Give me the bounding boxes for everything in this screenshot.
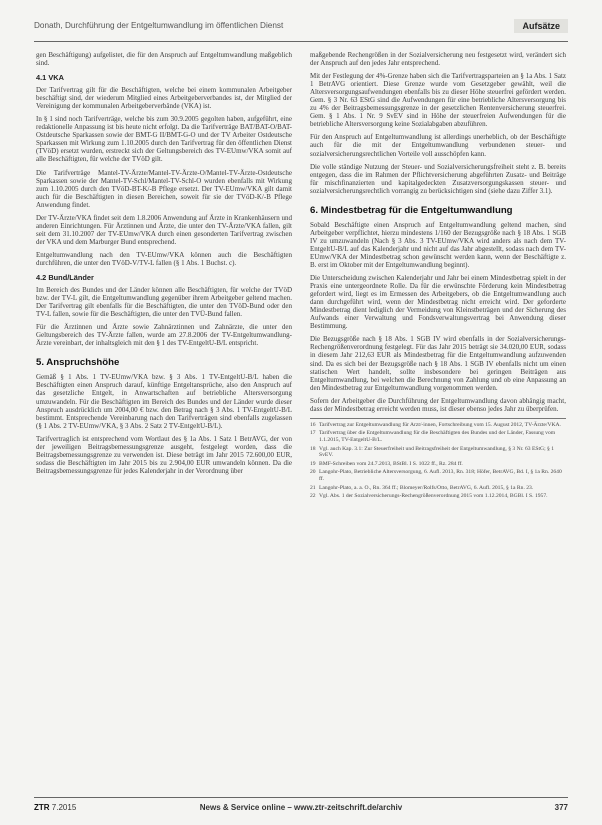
footnote <box>310 485 566 492</box>
footnote-text: BMF-Schreiben vom 24.7.2013, BStBl. I S. 1022 ff., Rz. 284 ff. <box>319 460 463 467</box>
footnote-number: 18 <box>310 445 316 452</box>
footnote-text: Tarifvertrag über die Entgeltumwandlung für die Beschäftigten des Bundes und der Länder, Fassung vom 1.1.2015, TV-EntgeltU-B/L. <box>319 430 556 443</box>
page-header <box>34 19 568 42</box>
paragraph: Die volle ständige Nutzung der Steuer- und Sozialversicherungsfreiheit steht z. B. bereits entgegen, dass die im Rahmen der Pflichtversicherung abgeführten Zusatz- und Beiträge für mischfinanzierten und kapitalgedeckten Zusatzversorgungskassen steuer- und sozialversicherungsrechtlich vorrangig zu berücksichtigen sind (siehe dazu Ziffer 3.1). <box>310 162 566 195</box>
paragraph: Der TV-Ärzte/VKA findet seit dem 1.8.2006 Anwendung auf Ärzte in Krankenhäusern und anderen Einrichtungen. Für Ärztinnen und Ärzte, die unter den TV-Ärzte/VKA fallen, gilt seit dem 31.10.2007 der TV-EUmw/VKA durch einen gesonderten Tarifvertrag zwischen der VKA und dem Marburger Bund entsprechend. <box>36 213 292 246</box>
footnote-number: 19 <box>310 460 316 467</box>
footnote-text: Langohr-Plato, a. a. O., Rn. 364 ff.; Blomeyer/Rolfs/Otto, BetrAVG, 6. Aufl. 2015, § 1a Rn. 23. <box>319 484 534 491</box>
running-title: Donath, Durchführung der Entgeltumwandlung im öffentlichen Dienst <box>34 21 284 30</box>
footnote-number: 16 <box>310 421 316 428</box>
paragraph: Die Bezugsgröße nach § 18 Abs. 1 SGB IV wird ebenfalls in der Sozialversicherungs-Rechengrößenverordnung festgelegt. Für das Jahr 2015 beträgt sie 34.020,00 EUR, sodass in diesem Jahr 212,63 EUR als Mindestbetrag für die Entgeltumwandlung aufzuwenden sind. Da es sich bei der Bezugsgröße nach § 18 Abs. 1 SGB IV ebenfalls nicht um einen statischen Wert handelt, sollte insbesondere bei geringen Beiträgen aus Entgeltumwandlung, bei welchen die Berechnung von Zahlung und ob eine Anpassung an den Mindestbetrag zur Entgeltumwandlung vorgenommen werden. <box>310 335 566 392</box>
footnote <box>310 446 566 459</box>
footnote-text: Vgl. auch Kap. 3.1: Zur Steuerfreiheit und Beitragsfreiheit der Entgeltumwandlung, § 3 Nr. 63 EStG; § 1 SvEV. <box>319 445 555 459</box>
paragraph: Für die Ärztinnen und Ärzte sowie Zahnärztinnen und Zahnärzte, die unter den Geltungsbereich des TV-Ärzte fallen, wurde am 27.8.2006 der TV-Entgeltumwandlung-Ärzte vereinbart, der inhaltsgleich mit den § 1 des TV-EntgeltU-B/L entspricht. <box>36 323 292 348</box>
issue-number: 7.2015 <box>51 803 77 812</box>
journal-name: ZTR <box>34 803 50 812</box>
paragraph: Gemäß § 1 Abs. 1 TV-EUmw/VKA bzw. § 3 Abs. 1 TV-EntgeltU-B/L haben die Beschäftigten einen Anspruch darauf, künftige Entgeltansprüche, also den Anspruch auf das gesetzliche Entgelt, in Anwartschaften auf betriebliche Altersversorgung umzuwandeln. Für die Beschäftigten im Bereich des Bundes und der Länder wurde dieser Anspruch ausdrücklich um 2004,00 € bzw. den Betrag nach § 3 Abs. 1 TV-EntgeltU-B/L bestimmt. Entsprechende Vereinbarung nach den Tarifverträgen sind ebenfalls zugelassen (§ 1 Abs. 2 TV-EUmw/VKA, § 3 Abs. 2 Satz 2 TV-EntgeltU-B/L). <box>36 373 292 430</box>
subsection-heading-bund-laender: 4.2 Bund/Länder <box>36 273 94 283</box>
section-heading-mindestbetrag: 6. Mindestbetrag für die Entgeltumwandlung <box>310 204 513 216</box>
paragraph: Sobald Beschäftigte einen Anspruch auf Entgeltumwandlung geltend machen, sind Arbeitgeber verpflichtet, hierzu mindestens 1/160 der Bezugsgröße nach § 18 Abs. 1 SGB IV zu umzuwandeln (Nach § 3 Abs. 3 TV-EUmw/VKA wird anders als nach dem TV-EntgeltU-B/L auf das Kalenderjahr und nicht auf das Jahr abgestellt, sodass nach dem TV-EUmw/VKA der Mindestbetrag schon gewünscht werden kann, wenn der Beschäftigte z. B. erst im Oktober mit der Entgeltumwandlung beginnt). <box>310 220 566 269</box>
paragraph: Die Tarifverträge Mantel-TV-Ärzte/Mantel-TV-Ärzte-O/Mantel-TV-Ärzte-Ostdeutsche Sparkassen sowie der Mantel-TV-Schl/Mantel-TV-Schl-O wurden ebenfalls mit Wirkung zum 1.10.2005 durch den TVöD-BT-K/-B Pflege ersetzt. Der TV-EUmw/VKA gilt damit auch für die Beschäftigten in diesen Bereichen, soweit für sie der TVöD-K/-B Pflege Anwendung findet. <box>36 168 292 209</box>
section-heading-anspruchshoehe: 5. Anspruchshöhe <box>36 357 120 369</box>
paragraph: Sofern der Arbeitgeber die Durchführung der Entgeltumwandlung davon abhängig macht, dass der Mindestbetrag erreicht werden muss, ist dieser ebenso jedes Jahr zu überprüfen. <box>310 396 566 413</box>
footnote-text: Tarifvertrag zur Entgeltumwandlung für Arzt/-innen, Fortschreibung vom 15. August 2012, TV-Ärzte/VKA. <box>319 421 561 428</box>
footnote <box>310 461 566 468</box>
footer-link[interactable]: News & Service online – www.ztr-zeitschrift.de/archiv <box>199 803 403 812</box>
paragraph: Entgeltumwandlung nach den TV-EUmw/VKA können auch die Beschäftigten durchführen, die unter den TVöD-V/TV-L fallen (§ 1 Abs. 1 Buchst. c). <box>36 250 292 267</box>
footnote-text: Langohr-Plato, Betriebliche Altersversorgung, 6. Aufl. 2013, Rn. 318; Höfer, BetrAVG, Bd. I, § 1a Rn. 2640 ff. <box>319 469 562 482</box>
footnote-text: Vgl. Abs. 1 der Sozialversicherungs-Rechengrößenverordnung 2015 vom 1.12.2014, BGBl. I S. 1957. <box>319 493 548 500</box>
footnote <box>310 469 566 482</box>
paragraph: Mit der Festlegung der 4%-Grenze haben sich die Tarifvertragsparteien an § 1a Abs. 1 Satz 1 BetrAVG orientiert. Diese Grenze wurde vom Gesetzgeber gewählt, weil die Altersversorgungsaufwendungen ebenfalls bis zu dieser Höhe steuerfrei gefördert werden. Gem. § 3 Nr. 63 EStG sind die Aufwendungen für eine betriebliche Altersversorgung bis zu 4% der Beitragsbemessungsgrenze in der gesetzlichen Rentenversicherung steuerfrei. Gem. § 1 Abs. 1 Nr. 9 SvEV sind in Höhe der steuerfreien Aufwendungen für die betriebliche Altersversorgung keine Sozialabgaben abzuführen. <box>310 72 566 129</box>
paragraph: Die Unterscheidung zwischen Kalenderjahr und Jahr bei einem Mindestbetrag spielt in der Praxis eine untergeordnete Rolle. Da für die erwünschte Förderung kein Mindestbetrag gefordert wird, liegt es im Ermessen des Arbeitgebers, ob die Entgeltumwandlung auch dann durchgeführt wird, wenn der Mindestbetrag nicht erreicht wird. Der geforderte Mindestbetrag dient lediglich der Vermeidung von Kleinstbeträgen und der Sicherung des Aufwands einer Verwaltung und Fondsverwaltungsvertrag bei Anwendung dieser Bestimmung. <box>310 274 566 331</box>
footnote-number: 20 <box>310 469 316 476</box>
paragraph: Für den Anspruch auf Entgeltumwandlung ist allerdings unerheblich, ob der Beschäftigte auch für die mit der Entgeltumwandlung verbundenen steuer- und sozialversicherungsrechtlichen Vorteile voll ausschöpfen kann. <box>310 133 566 158</box>
paragraph: Tarifvertraglich ist entsprechend vom Wortlaut des § 1a Abs. 1 Satz 1 BetrAVG, der von der jeweiligen Beitragsbemessungsgrenze ausgeht, festgelegt worden, dass die Beitragsbemessungsgrenze zu verwenden ist. Diese beträgt im Jahr 2015 72.600,00 EUR, sodass die Beschäftigten im Jahr 2015 bis zu 2.904,00 EUR umwandeln können. Da die Beitragsbemessungsgrenze für jedes Kalenderjahr in der Verordnung über <box>36 434 292 475</box>
footnote <box>310 493 566 500</box>
footnote-number: 17 <box>310 430 316 437</box>
footnote <box>310 430 566 443</box>
subsection-heading-vka: 4.1 VKA <box>36 73 64 83</box>
footnote <box>310 422 566 429</box>
paragraph: gen Beschäftigung) aufgelistet, die für den Anspruch auf Entgeltumwandlung maßgeblich sind. <box>36 51 292 68</box>
footnote-number: 21 <box>310 484 316 491</box>
page-number: 377 <box>554 803 568 812</box>
left-column <box>36 51 292 480</box>
page-footer <box>34 797 568 814</box>
section-tab: Aufsätze <box>514 19 568 33</box>
paragraph: Im Bereich des Bundes und der Länder können alle Beschäftigten, für welche der TVöD bzw. der TV-L gilt, die Entgeltumwandlung gegenüber ihrem Arbeitgeber geltend machen. Der Tarifvertrag gilt ebenfalls für die Beschäftigten, die unter den TVöD-Bund oder den TV-L fallen, sowie für die Beschäftigten, die unter den TVÜ-Bund fallen. <box>36 286 292 319</box>
paragraph: In § 1 sind noch Tarifverträge, welche bis zum 30.9.2005 gegolten haben, aufgeführt, eine redaktionelle Anpassung ist bis heute nicht erfolgt. Da die Tarifverträge BAT/BAT-O/BAT-Ostdeutsche Sparkassen sowie der BMT-G II/BMT-G-O und der TV Arbeiter Ostdeutsche Sparkassen mit Wirkung zum 1.10.2005 durch den Tarifvertrag für den öffentlichen Dienst (TVöD) ersetzt wurden, erstreckt sich der Geltungsbereich des TV-EUmw/VKA somit auf alle Beschäftigten, für welche der TVöD gilt. <box>36 115 292 164</box>
right-column <box>310 51 566 502</box>
footnotes <box>310 418 566 500</box>
paragraph: maßgebende Rechengrößen in der Sozialversicherung neu festgesetzt wird, verändert sich der Anspruch auf den jedes Jahr entsprechend. <box>310 51 566 68</box>
footnote-number: 22 <box>310 493 316 500</box>
paragraph: Der Tarifvertrag gilt für die Beschäftigten, welche bei einem kommunalen Arbeitgeber beschäftigt sind, der wiederum Mitglied eines Arbeitgeberverbandes ist, der Mitglied der Vereinigung der kommunalen Arbeitgeberverbände (VKA) ist. <box>36 86 292 111</box>
